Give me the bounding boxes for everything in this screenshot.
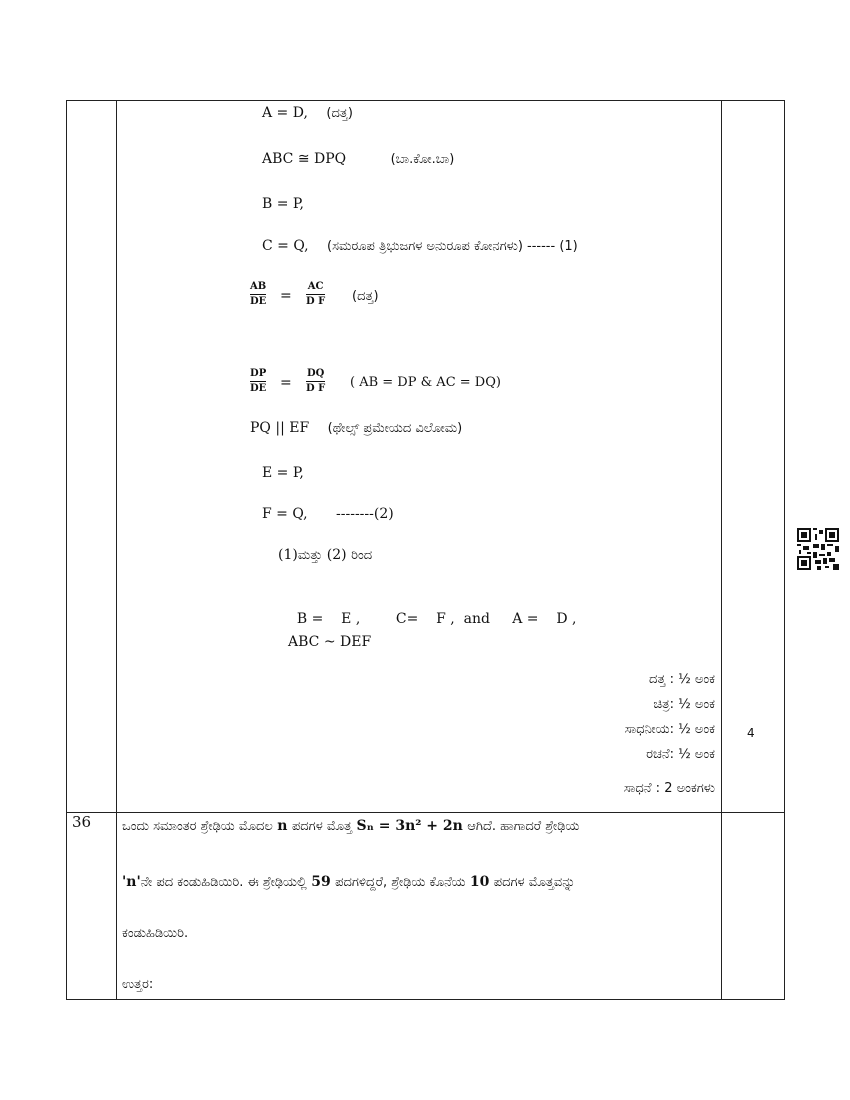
q-var-n: 'n' <box>122 874 141 890</box>
proof-math: B = P, <box>262 196 304 212</box>
q-text: ಪದಗಳ ಮೊತ್ತವನ್ನು <box>493 875 576 890</box>
q-var-n: n <box>277 818 288 834</box>
sum-formula: Sₙ = 3n² + 2n <box>356 818 463 834</box>
fraction-dq-df <box>306 368 325 395</box>
fraction-ac-df <box>306 281 325 308</box>
marks-given: ದತ್ತ : ½ ಅಂಕ <box>649 672 715 687</box>
proof-reason: (ಸಮರೂಪ ತ್ರಿಭುಜಗಳ ಅನುರೂಪ ಕೋನಗಳು) ------ (1) <box>327 239 578 254</box>
marks-to-prove: ಸಾಧನೀಯ: ½ ಅಂಕ <box>624 722 715 737</box>
from-word: ರಿಂದ <box>351 548 373 563</box>
numerator: AC <box>307 281 324 292</box>
numerator: AB <box>250 281 267 292</box>
marks-construction: ರಚನೆ: ½ ಅಂಕ <box>646 747 715 762</box>
proof-line-3 <box>262 195 304 213</box>
table-right-border <box>784 100 785 1000</box>
proof-line-10 <box>278 546 372 565</box>
marks-figure: ಚಿತ್ರ: ½ ಅಂಕ <box>653 697 715 712</box>
table-col-divider-2 <box>721 100 722 1000</box>
fraction-ab-de <box>250 281 266 308</box>
q-text: ಒಂದು ಸಮಾಂತರ ಶ್ರೇಢಿಯ ಮೊದಲ <box>122 819 273 834</box>
numerator: DP <box>250 368 267 379</box>
denominator: DE <box>250 296 267 307</box>
proof-line-1 <box>262 104 353 123</box>
proof-reason: --------(2) <box>336 506 394 522</box>
and-word: ಮತ್ತು <box>297 548 323 563</box>
total-marks: 4 <box>747 726 755 740</box>
question-line-1 <box>122 817 579 836</box>
ref-2: (2) <box>326 547 347 563</box>
q-text: ನೇ ಪದ ಕಂಡುಹಿಡಿಯಿರಿ. ಈ ಶ್ರೇಢಿಯಲ್ಲಿ <box>140 875 307 890</box>
ref-1: (1) <box>278 547 298 563</box>
proof-reason: ( AB = DP & AC = DQ) <box>350 375 501 390</box>
proof-math: E = P, <box>262 465 304 481</box>
answer-label: ಉತ್ತರ: <box>122 977 154 992</box>
proof-math: C = Q, <box>262 238 309 254</box>
q-text: ಪದಗಳಿದ್ದರೆ, ಶ್ರೇಢಿಯ ಕೊನೆಯ <box>335 875 466 890</box>
proof-line-2 <box>262 150 454 169</box>
q-number-10: 10 <box>469 874 490 890</box>
proof-math: ABC ≅ DPQ <box>262 151 347 167</box>
proof-math: ABC ~ DEF <box>288 634 372 650</box>
proof-math: B = E , C= F , and A = D , <box>296 611 577 627</box>
qr-code-icon <box>797 528 839 570</box>
proof-line-8 <box>262 464 304 482</box>
denominator: D F <box>306 296 326 307</box>
question-line-2 <box>122 873 575 892</box>
equals-sign: = <box>280 288 292 304</box>
q-text: ಪದಗಳ ಮೊತ್ತ <box>291 819 353 834</box>
proof-reason: (ಥೇಲ್ಸ್ ಪ್ರಮೇಯದ ವಿಲೋಮ) <box>327 421 463 436</box>
denominator: DE <box>250 383 267 394</box>
marks-proof: ಸಾಧನೆ : 2 ಅಂಕಗಳು <box>623 781 715 796</box>
q-text: ಆಗಿದೆ. ಹಾಗಾದರೆ ಶ್ರೇಢಿಯ <box>467 819 580 834</box>
table-left-border <box>66 100 67 1000</box>
proof-line-9 <box>262 505 394 523</box>
question-line-3: ಕಂಡುಹಿಡಿಯಿರಿ. <box>122 926 189 941</box>
equals-sign: = <box>280 375 292 391</box>
proof-math: PQ || EF <box>250 420 310 436</box>
question-number: 36 <box>72 813 92 831</box>
proof-reason: (ದತ್ತ) <box>352 289 379 304</box>
numerator: DQ <box>306 368 325 379</box>
proof-line-12 <box>288 633 371 651</box>
proof-math: A = D, <box>262 105 308 121</box>
q-number-59: 59 <box>311 874 331 890</box>
fraction-dp-de <box>250 368 266 395</box>
proof-line-4 <box>262 237 578 256</box>
table-row-divider <box>66 812 785 813</box>
proof-line-11 <box>288 592 576 628</box>
denominator: D F <box>306 383 326 394</box>
proof-math: F = Q, <box>262 506 308 522</box>
proof-reason: (ದತ್ತ) <box>326 106 353 121</box>
table-bottom-border <box>66 999 785 1000</box>
table-col-divider-1 <box>116 100 117 1000</box>
table-top-border <box>66 100 785 101</box>
proof-reason: (ಬಾ.ಕೋ.ಬಾ) <box>390 152 455 167</box>
proof-line-7 <box>250 419 462 438</box>
